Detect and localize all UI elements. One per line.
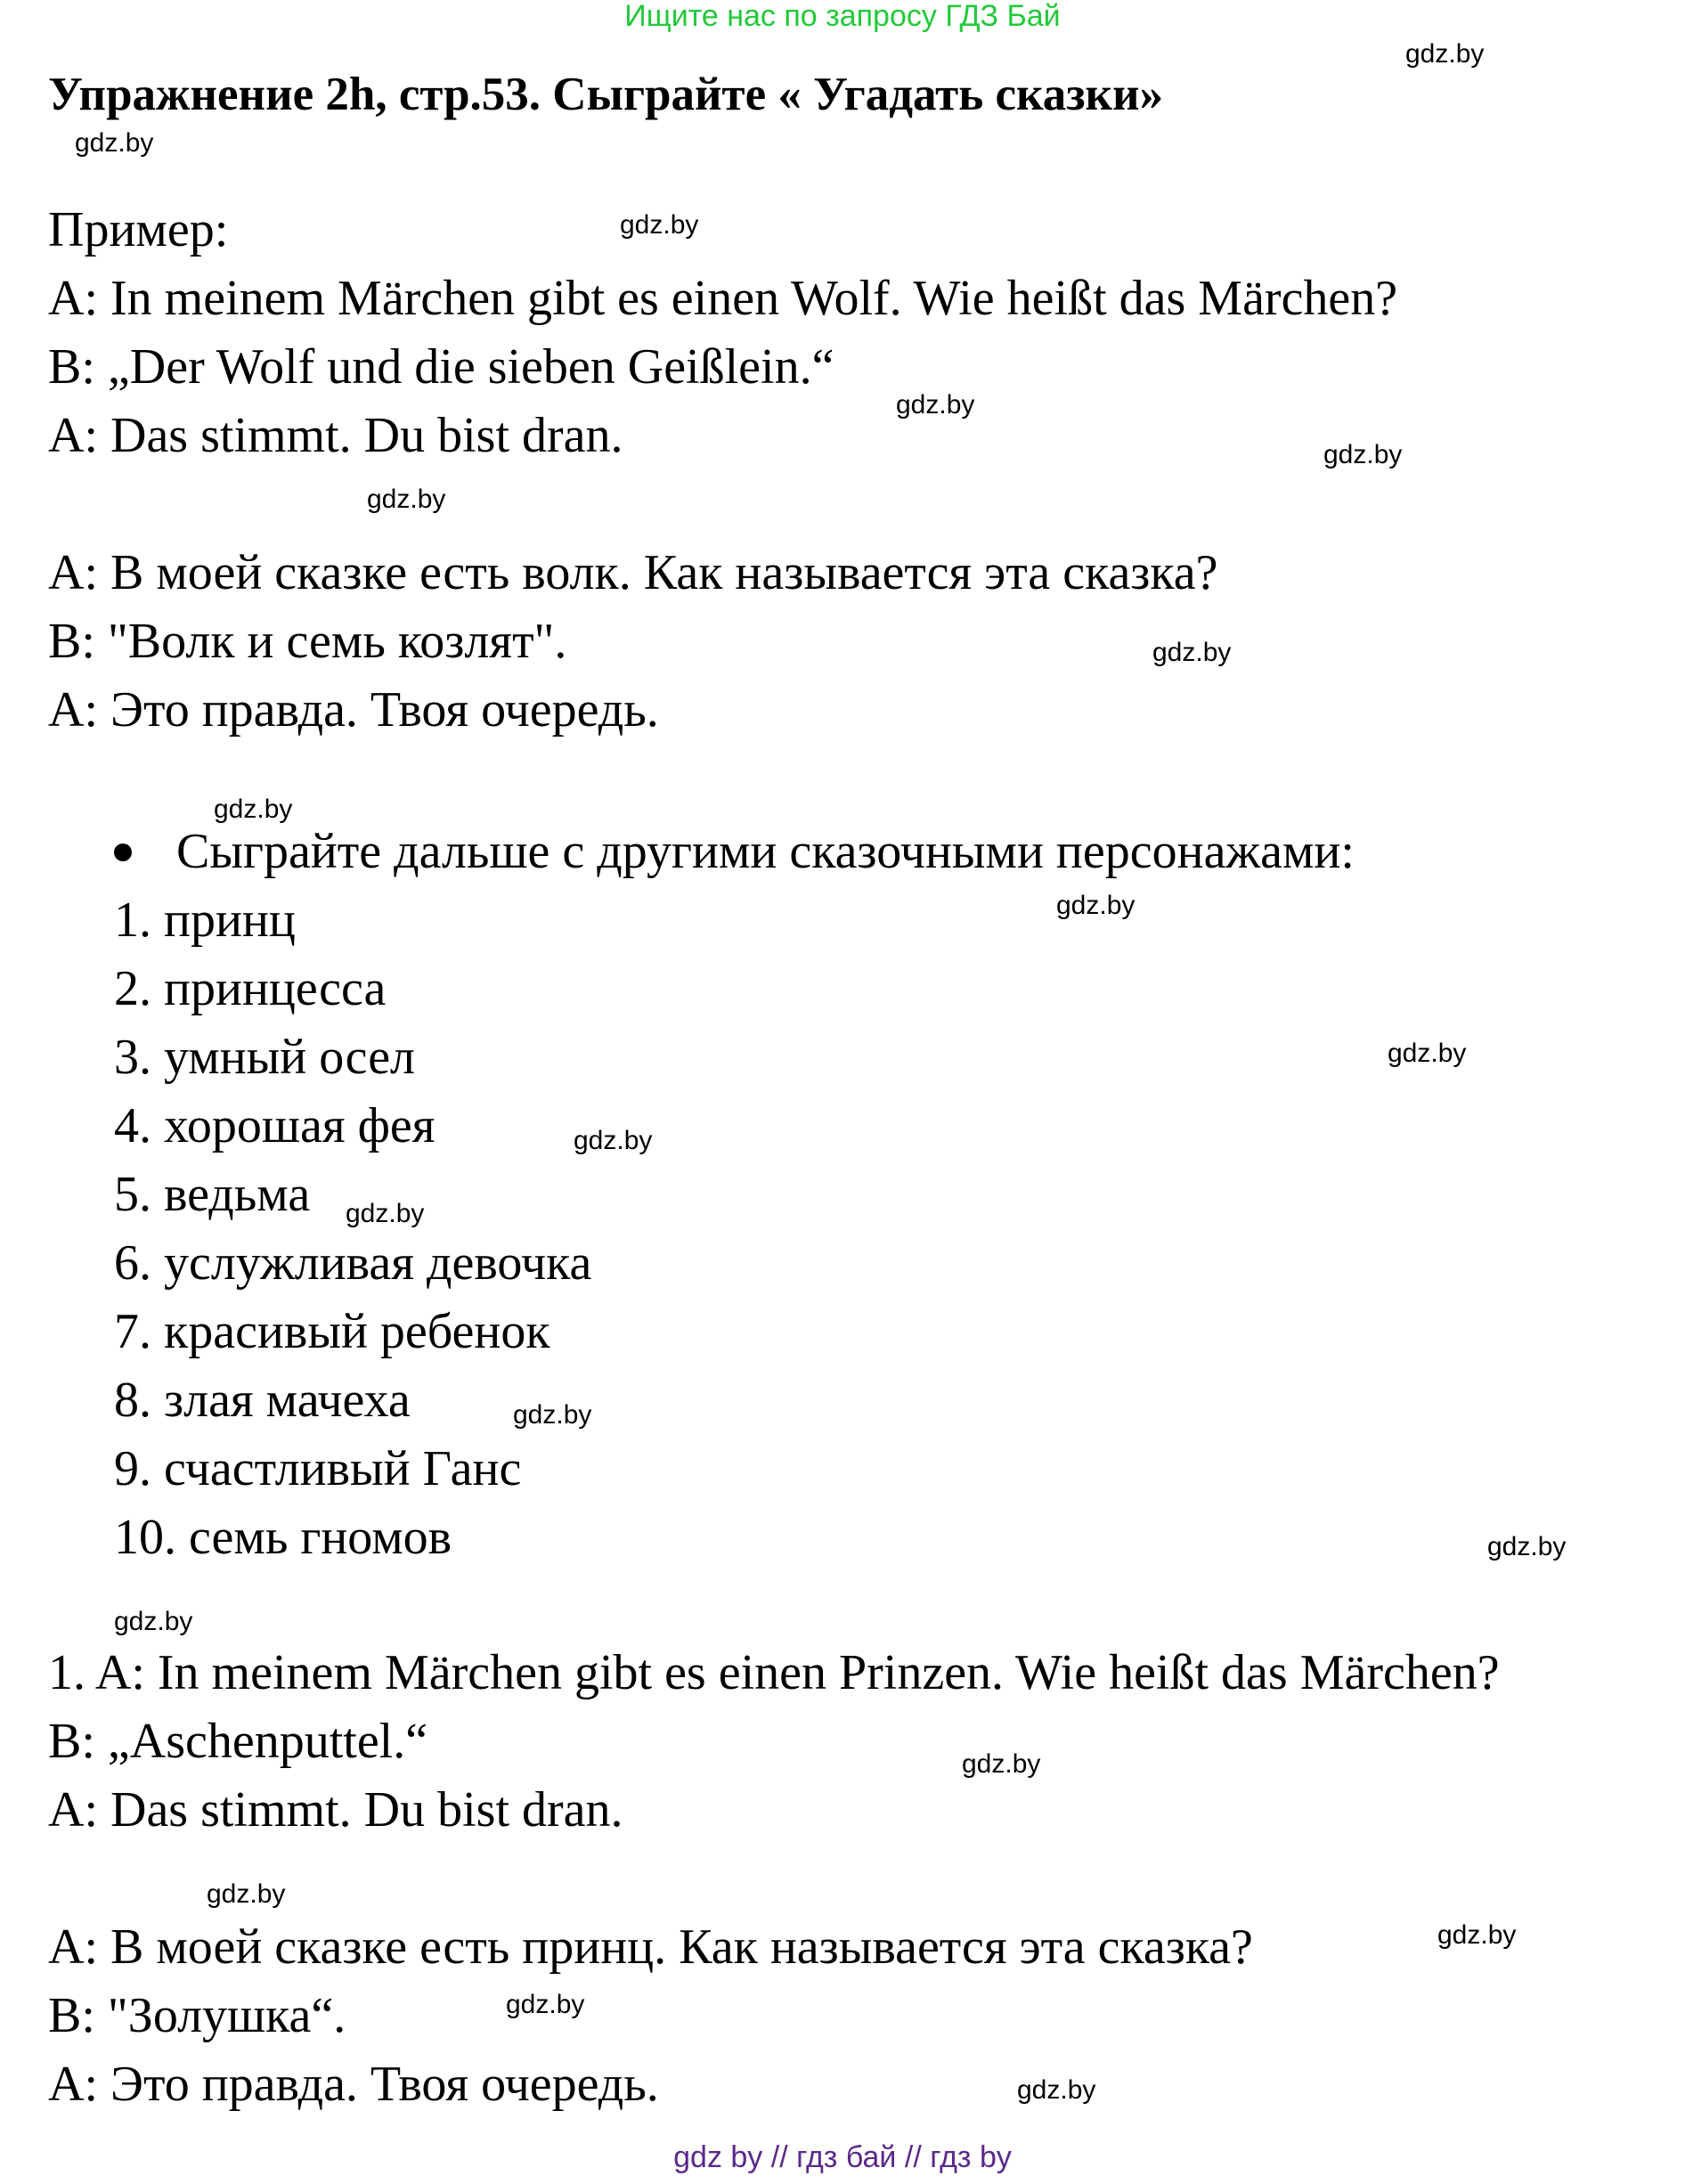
exercise-title: Упражнение 2h, стр.53. Сыграйте « Угадать сказки» <box>48 69 1164 120</box>
example-de-line-2: B: „Der Wolf und die sieben Geißlein.“ <box>48 339 834 395</box>
list-item: 10. семь гномов <box>114 1510 452 1565</box>
watermark: gdz.by <box>114 1607 193 1636</box>
footer-links: gdz by // гдз бай // гдз by <box>673 2140 1012 2174</box>
list-item: 4. хорошая фея <box>114 1098 435 1153</box>
watermark: gdz.by <box>620 210 699 240</box>
top-banner: Ищите нас по запросу ГДЗ Бай <box>624 0 1061 33</box>
answer-ru-line-3: A: Это правда. Твоя очередь. <box>48 2057 659 2112</box>
example-de-line-3: A: Das stimmt. Du bist dran. <box>48 408 623 463</box>
watermark: gdz.by <box>207 1879 286 1909</box>
watermark: gdz.by <box>1405 39 1485 69</box>
answer-ru-line-2: B: "Золушка“. <box>48 1988 346 2043</box>
watermark: gdz.by <box>506 1990 585 2019</box>
bullet-icon <box>114 843 132 861</box>
example-ru-line-1: A: В моей сказке есть волк. Как называется эта сказка? <box>48 545 1218 600</box>
answer-de-line-3: A: Das stimmt. Du bist dran. <box>48 1782 623 1838</box>
watermark: gdz.by <box>1056 891 1136 920</box>
list-item: 9. счастливый Ганс <box>114 1441 522 1496</box>
watermark: gdz.by <box>1323 440 1403 469</box>
list-item: 2. принцесса <box>114 961 387 1016</box>
watermark: gdz.by <box>1152 638 1232 667</box>
watermark: gdz.by <box>367 485 446 514</box>
watermark: gdz.by <box>1487 1532 1567 1561</box>
answer-de-line-1: 1. A: In meinem Märchen gibt es einen Prinzen. Wie heißt das Märchen? <box>48 1645 1500 1700</box>
watermark: gdz.by <box>1388 1039 1467 1068</box>
list-item: 7. красивый ребенок <box>114 1304 550 1359</box>
example-label: Пример: <box>48 202 229 257</box>
answer-ru-line-1: A: В моей сказке есть принц. Как называется эта сказка? <box>48 1919 1253 1975</box>
task-text: Сыграйте дальше с другими сказочными персонажами: <box>176 824 1355 879</box>
example-de-line-1: A: In meinem Märchen gibt es einen Wolf. Wie heißt das Märchen? <box>48 271 1398 326</box>
task-bullet <box>114 818 1355 886</box>
character-list <box>114 886 591 1572</box>
list-item: 3. умный осел <box>114 1030 415 1085</box>
answer-de-line-2: B: „Aschenputtel.“ <box>48 1714 428 1769</box>
watermark: gdz.by <box>962 1749 1041 1779</box>
list-item: 1. принц <box>114 892 296 948</box>
watermark: gdz.by <box>896 390 975 420</box>
watermark: gdz.by <box>214 795 293 824</box>
example-ru-line-3: A: Это правда. Твоя очередь. <box>48 682 659 738</box>
watermark: gdz.by <box>1437 1920 1517 1950</box>
watermark: gdz.by <box>513 1400 592 1430</box>
example-ru-line-2: B: "Волк и семь козлят". <box>48 614 567 669</box>
list-item: 5. ведьма <box>114 1167 311 1222</box>
watermark: gdz.by <box>574 1126 653 1155</box>
watermark: gdz.by <box>1017 2075 1096 2105</box>
list-item: 6. услужливая девочка <box>114 1235 592 1291</box>
watermark: gdz.by <box>346 1199 425 1228</box>
watermark: gdz.by <box>75 128 154 158</box>
list-item: 8. злая мачеха <box>114 1373 411 1428</box>
